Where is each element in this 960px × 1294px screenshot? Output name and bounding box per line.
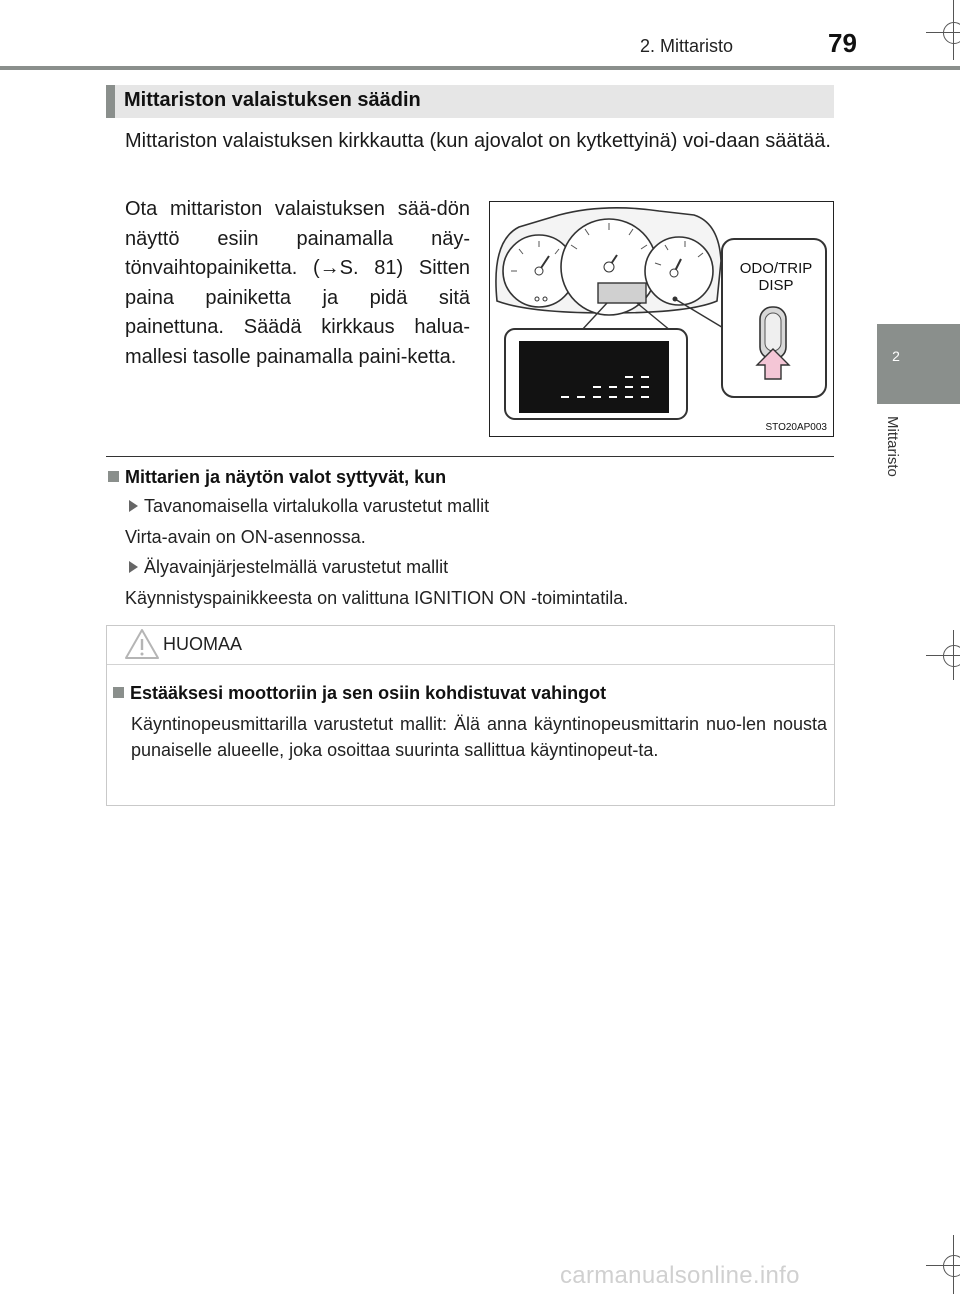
- crop-mark: [943, 645, 960, 667]
- crop-mark: [943, 1255, 960, 1277]
- variant-condition: Virta-avain on ON-asennossa.: [125, 527, 366, 547]
- instruction-paragraph: Ota mittariston valaistuksen sää-dön näyttö esiin painamalla näy-tönvaihtopainiketta. (→S. 81) Sitten paina painiketta ja pidä sitä painettuna. Säädä kirkkaus halua-mallesi tasolle painamalla paini-ketta.: [125, 198, 470, 368]
- variant-model-text: Älyavainjärjestelmällä varustetut mallit: [144, 557, 449, 577]
- variant-model: [129, 496, 489, 517]
- chapter-tab-number: 2: [892, 348, 900, 364]
- section-divider: [106, 456, 834, 457]
- notice-heading: [113, 683, 606, 704]
- triangle-bullet-icon: [129, 500, 138, 512]
- button-label-line1: ODO/TRIP: [739, 260, 813, 277]
- notice-text: Käyntinopeusmittarilla varustetut mallit: Älä anna käyntinopeusmittarin nuo-len nousta punaiselle alueelle, joka osoittaa suurinta sallittua käyntinopeut-ta.: [131, 714, 827, 760]
- square-bullet-icon: [113, 687, 124, 698]
- variant-model-text: Tavanomaisella virtalukolla varustetut mallit: [144, 496, 490, 516]
- notice-separator: [107, 664, 834, 665]
- illustration-code: STO20AP003: [765, 422, 827, 433]
- section-heading-accent: [106, 85, 115, 118]
- lights-heading: [108, 467, 446, 488]
- section-title: Mittariston valaistuksen säädin: [124, 89, 421, 111]
- lights-heading-text: Mittarien ja näytön valot syttyvät, kun: [125, 467, 447, 487]
- crop-mark: [943, 22, 960, 44]
- chapter-tab: [877, 324, 960, 404]
- square-bullet-icon: [108, 471, 119, 482]
- intro-paragraph: Mittariston valaistuksen kirkkautta (kun ajovalot on kytkettyinä) voi-daan säätää.: [125, 130, 831, 152]
- chapter-tab-label: Mittaristo: [884, 416, 901, 477]
- header-rule: [0, 66, 960, 70]
- button-label-line2: DISP: [758, 277, 794, 294]
- notice-label: HUOMAA: [163, 634, 243, 654]
- notice-heading-text: Estääksesi moottoriin ja sen osiin kohdistuvat vahingot: [130, 683, 607, 703]
- variant-condition: Käynnistyspainikkeesta on valittuna IGNITION ON -toimintatila.: [125, 588, 629, 608]
- watermark: carmanualsonline.info: [560, 1262, 800, 1289]
- chapter-title: 2. Mittaristo: [640, 36, 734, 56]
- page-number: 79: [828, 28, 857, 58]
- warning-icon: [124, 627, 160, 661]
- variant-model: [129, 557, 448, 578]
- triangle-bullet-icon: [129, 561, 138, 573]
- instrument-cluster-illustration: [489, 201, 834, 437]
